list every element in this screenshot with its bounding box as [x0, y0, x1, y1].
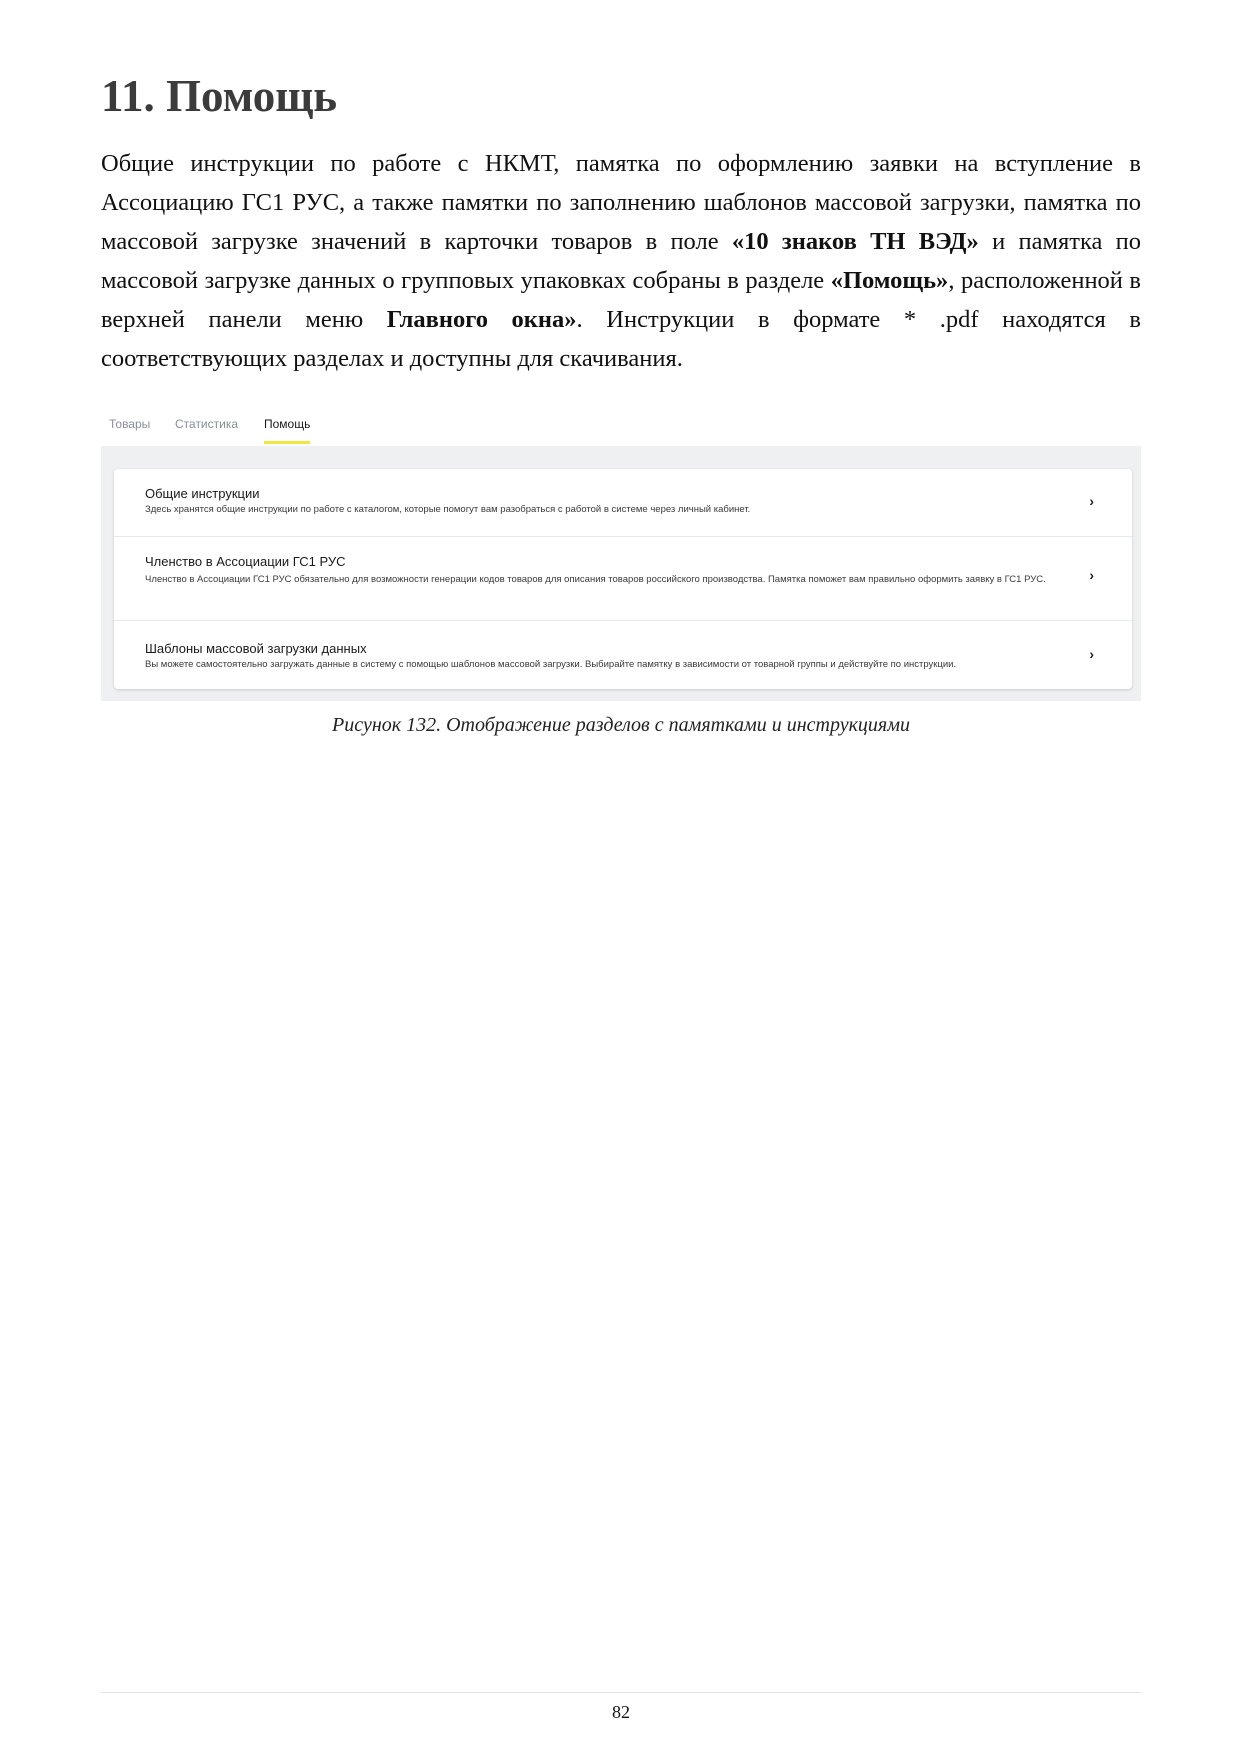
chevron-right-icon[interactable]: › [1089, 567, 1094, 583]
help-section-general[interactable] [114, 469, 1132, 536]
section-title: Членство в Ассоциации ГС1 РУС [145, 554, 346, 569]
help-sections-card [114, 469, 1132, 689]
section-description: Вы можете самостоятельно загружать данные в систему с помощью шаблонов массовой загрузки. Выбирайте памятку в зависимости от товарной группы и действуйте по инструкции. [145, 659, 957, 670]
top-menu-tabs [101, 400, 1141, 446]
intro-bold-tnved: «10 знаков ТН ВЭД» [731, 228, 979, 255]
page-number: 82 [612, 1702, 630, 1722]
section-title: Общие инструкции [145, 486, 260, 501]
chevron-right-icon[interactable]: › [1089, 646, 1094, 662]
section-description: Здесь хранятся общие инструкции по работе с каталогом, которые помогут вам разобраться с работой в системе через личный кабинет. [145, 504, 751, 515]
chevron-right-icon[interactable]: › [1089, 493, 1094, 509]
intro-paragraph [101, 144, 1141, 378]
tab-statistics[interactable]: Статистика [175, 417, 239, 431]
section-title: Шаблоны массовой загрузки данных [145, 641, 367, 656]
footer-divider [101, 1692, 1141, 1693]
intro-text-4: . Инструкции в формате * .pdf находятся в соответствующих разделах и доступны для скачивания. [101, 306, 1141, 372]
help-panel [101, 446, 1141, 701]
tab-products[interactable]: Товары [109, 417, 151, 431]
section-heading: 11. Помощь [101, 71, 338, 121]
intro-text-2: и памятка по массовой загрузке данных о групповых упаковках собраны в разделе [101, 228, 1142, 294]
figure-caption: Рисунок 132. Отображение разделов с памятками и инструкциями [331, 714, 910, 736]
intro-text-3: , расположенной в верхней панели меню [101, 267, 1141, 333]
help-section-templates[interactable] [114, 620, 1132, 690]
intro-bold-help: «Помощь» [830, 267, 949, 294]
intro-bold-main-window: Главного окна» [386, 306, 577, 333]
section-description: Членство в Ассоциации ГС1 РУС обязательно для возможности генерации кодов товаров для описания товаров российского производства. Памятка поможет вам правильно оформить заявку в ГС1 РУС. [145, 574, 1046, 585]
help-screenshot [101, 400, 1141, 701]
tab-help[interactable]: Помощь [264, 417, 310, 444]
help-section-membership[interactable] [114, 536, 1132, 621]
intro-text-1: Общие инструкции по работе с НКМТ, памятка по оформлению заявки на вступление в Ассоциацию ГС1 РУС, а также памятки по заполнению шаблонов массовой загрузки, памятка по массовой загрузке значений в карточки товаров в поле [101, 150, 1141, 255]
